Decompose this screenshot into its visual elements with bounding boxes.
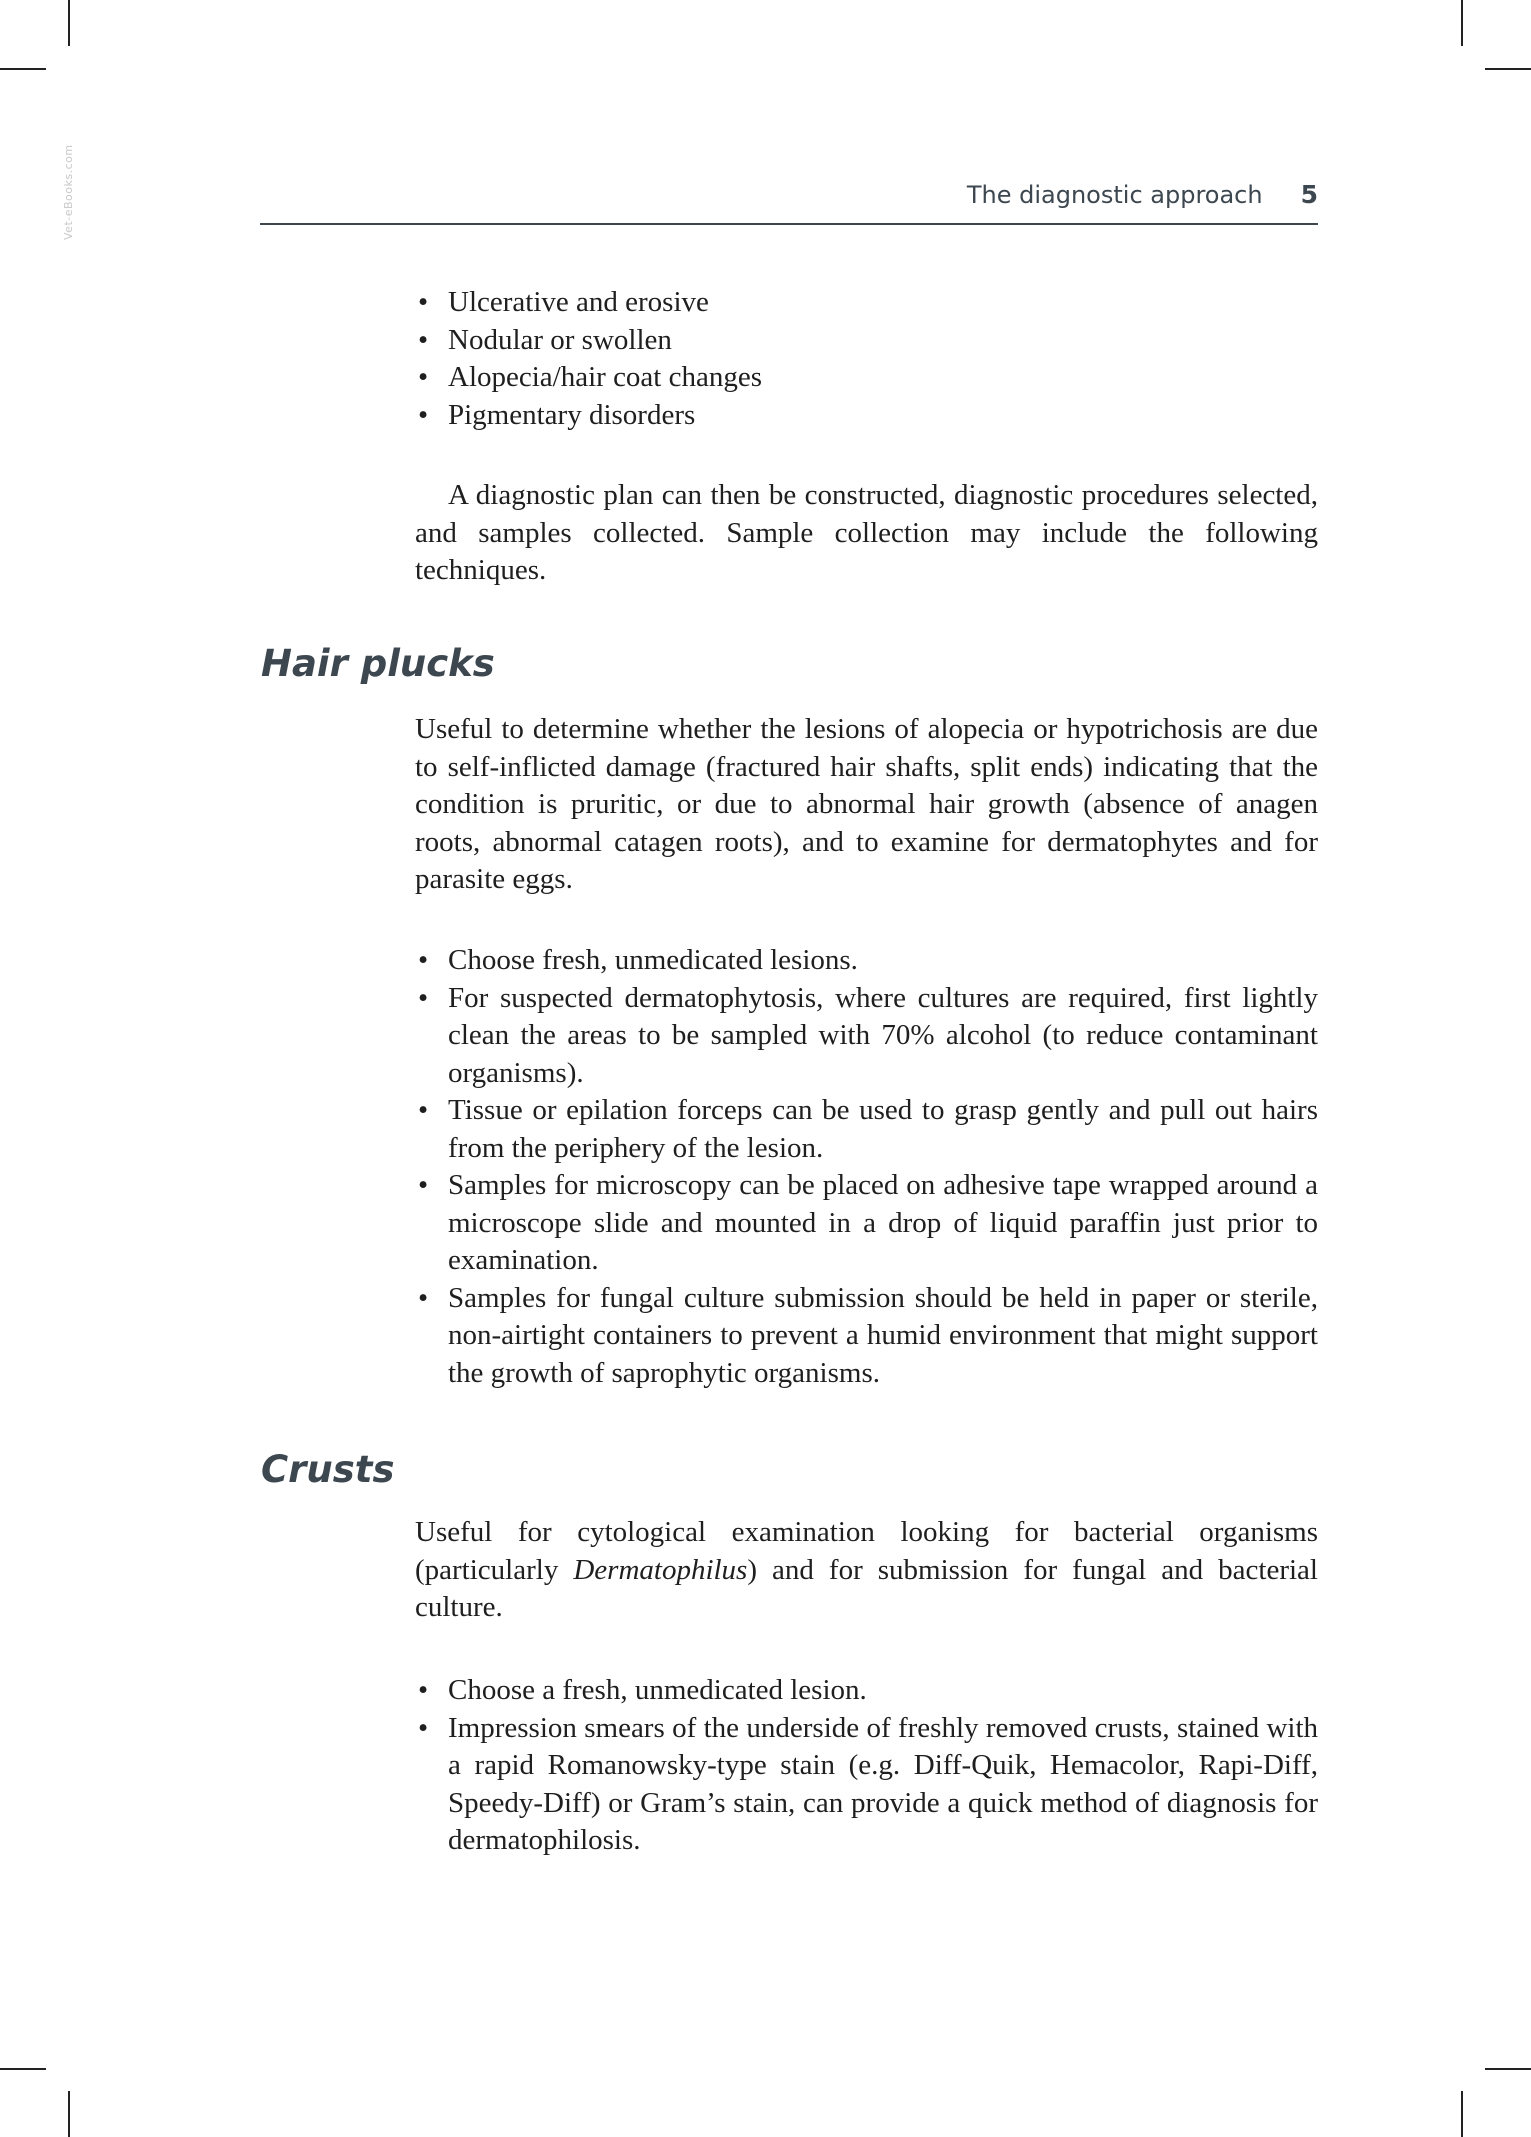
crop-mark bbox=[0, 2068, 46, 2070]
list-item: • Samples for microscopy can be placed on adhesive tape wrapped around a microscope slide and mounted in a drop of liquid paraffin just prior to examination. bbox=[415, 1167, 1318, 1280]
list-item: • Alopecia/hair coat changes bbox=[415, 359, 1318, 397]
section-heading-hair-plucks: Hair plucks bbox=[261, 642, 495, 685]
list-item: • Tissue or epilation forceps can be used to grasp gently and pull out hairs from the periphery of the lesion. bbox=[415, 1092, 1318, 1167]
crusts-list-block bbox=[415, 1672, 1318, 1860]
intro-list bbox=[415, 284, 1318, 434]
running-head bbox=[260, 180, 1318, 209]
hair-plucks-list bbox=[415, 942, 1318, 1392]
crop-mark bbox=[1461, 0, 1463, 46]
intro-list-block bbox=[415, 284, 1318, 434]
intro-paragraph-block bbox=[415, 477, 1318, 590]
section-heading-crusts: Crusts bbox=[261, 1448, 395, 1491]
list-item: • Samples for fungal culture submission should be held in paper or sterile, non-airtight containers to prevent a humid environment that might support the growth of saprophytic organisms. bbox=[415, 1280, 1318, 1393]
crusts-paragraph-italic: Dermatophilus bbox=[573, 1553, 748, 1586]
crusts-paragraph bbox=[415, 1514, 1318, 1627]
header-rule bbox=[260, 223, 1318, 225]
list-item: • Choose fresh, unmedicated lesions. bbox=[415, 942, 1318, 980]
hair-plucks-list-block bbox=[415, 942, 1318, 1392]
watermark: Vet-eBooks.com bbox=[62, 144, 75, 240]
crusts-list bbox=[415, 1672, 1318, 1860]
crop-mark bbox=[1485, 2068, 1531, 2070]
list-item: • Nodular or swollen bbox=[415, 322, 1318, 360]
hair-plucks-paragraph-block bbox=[415, 711, 1318, 899]
list-item: • Impression smears of the underside of freshly removed crusts, stained with a rapid Romanowsky-type stain (e.g. Diff-Quik, Hemacolor, Rapi-Diff, Speedy-Diff) or Gram’s stain, can provide a quick method of diagnosis for dermatophilosis. bbox=[415, 1710, 1318, 1860]
hair-plucks-paragraph: Useful to determine whether the lesions of alopecia or hypotrichosis are due to self-inflicted damage (fractured hair shafts, split ends) indicating that the condition is pruritic, or due to abnormal hair growth (absence of anagen roots, abnormal catagen roots), and to examine for dermatophytes and for parasite eggs. bbox=[415, 713, 1318, 895]
crop-mark bbox=[68, 0, 70, 46]
list-item: • For suspected dermatophytosis, where cultures are required, first lightly clean the areas to be sampled with 70% alcohol (to reduce contaminant organisms). bbox=[415, 980, 1318, 1093]
crop-mark bbox=[1461, 2091, 1463, 2137]
crop-mark bbox=[68, 2091, 70, 2137]
crusts-paragraph-part: Useful for cytological examination looking for bacterial organisms (particularly bbox=[415, 1516, 1318, 1586]
crusts-paragraph-part: ) and for submission for fungal and bacterial culture. bbox=[415, 1553, 1318, 1623]
running-head-title: The diagnostic approach bbox=[966, 181, 1263, 209]
list-item: • Ulcerative and erosive bbox=[415, 284, 1318, 322]
intro-paragraph: A diagnostic plan can then be constructed, diagnostic procedures selected, and samples collected. Sample collection may include the following techniques. bbox=[415, 479, 1318, 586]
list-item: • Pigmentary disorders bbox=[415, 397, 1318, 435]
crusts-paragraph-block bbox=[415, 1514, 1318, 1627]
crop-mark bbox=[1485, 68, 1531, 70]
list-item: • Choose a fresh, unmedicated lesion. bbox=[415, 1672, 1318, 1710]
page-number: 5 bbox=[1300, 180, 1318, 209]
crop-mark bbox=[0, 68, 46, 70]
